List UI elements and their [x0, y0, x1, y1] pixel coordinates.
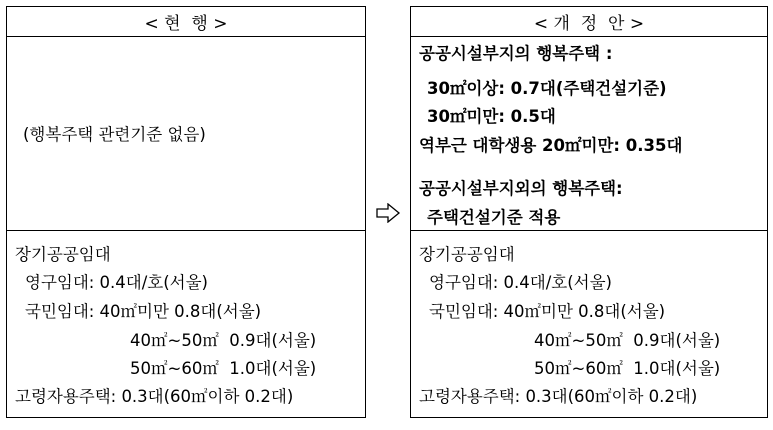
- current-panel: [6, 6, 366, 418]
- revised-header: < 개 정 안 >: [411, 7, 767, 37]
- revised-line-5: 공공시설부지외의 행복주택:: [419, 179, 623, 198]
- current-top-note: (행복주택 관련기준 없음): [23, 125, 206, 144]
- rental-national-1-revised: 국민임대: 40㎡미만 0.8대(서울): [429, 302, 666, 321]
- rental-national-3-revised: 50㎡~60㎡ 1.0대(서울): [534, 359, 721, 378]
- rental-elderly: 고령자용주택: 0.3대(60㎡이하 0.2대): [15, 387, 294, 406]
- revised-line-3: 30㎡미만: 0.5대: [427, 107, 556, 126]
- hollow-right-arrow-icon: [375, 203, 401, 223]
- rental-permanent: 영구임대: 0.4대/호(서울): [25, 273, 208, 292]
- rental-national-1: 국민임대: 40㎡미만 0.8대(서울): [25, 302, 262, 321]
- current-header: < 현 행 >: [7, 7, 365, 37]
- rental-national-3: 50㎡~60㎡ 1.0대(서울): [130, 359, 317, 378]
- rental-title: 장기공공임대: [15, 245, 111, 264]
- revised-line-4: 역부근 대학생용 20㎡미만: 0.35대: [419, 136, 683, 155]
- revised-top-section: [411, 37, 767, 231]
- rental-national-2: 40㎡~50㎡ 0.9대(서울): [130, 331, 317, 350]
- revised-panel: [410, 6, 768, 418]
- rental-national-2-revised: 40㎡~50㎡ 0.9대(서울): [534, 331, 721, 350]
- rental-elderly-revised: 고령자용주택: 0.3대(60㎡이하 0.2대): [419, 387, 698, 406]
- revised-line-6: 주택건설기준 적용: [427, 208, 561, 227]
- revised-line-2: 30㎡이상: 0.7대(주택건설기준): [427, 79, 667, 98]
- rental-title-revised: 장기공공임대: [419, 245, 515, 264]
- current-top-section: [7, 37, 365, 231]
- rental-permanent-revised: 영구임대: 0.4대/호(서울): [429, 273, 612, 292]
- revised-line-1: 공공시설부지의 행복주택 :: [419, 44, 613, 63]
